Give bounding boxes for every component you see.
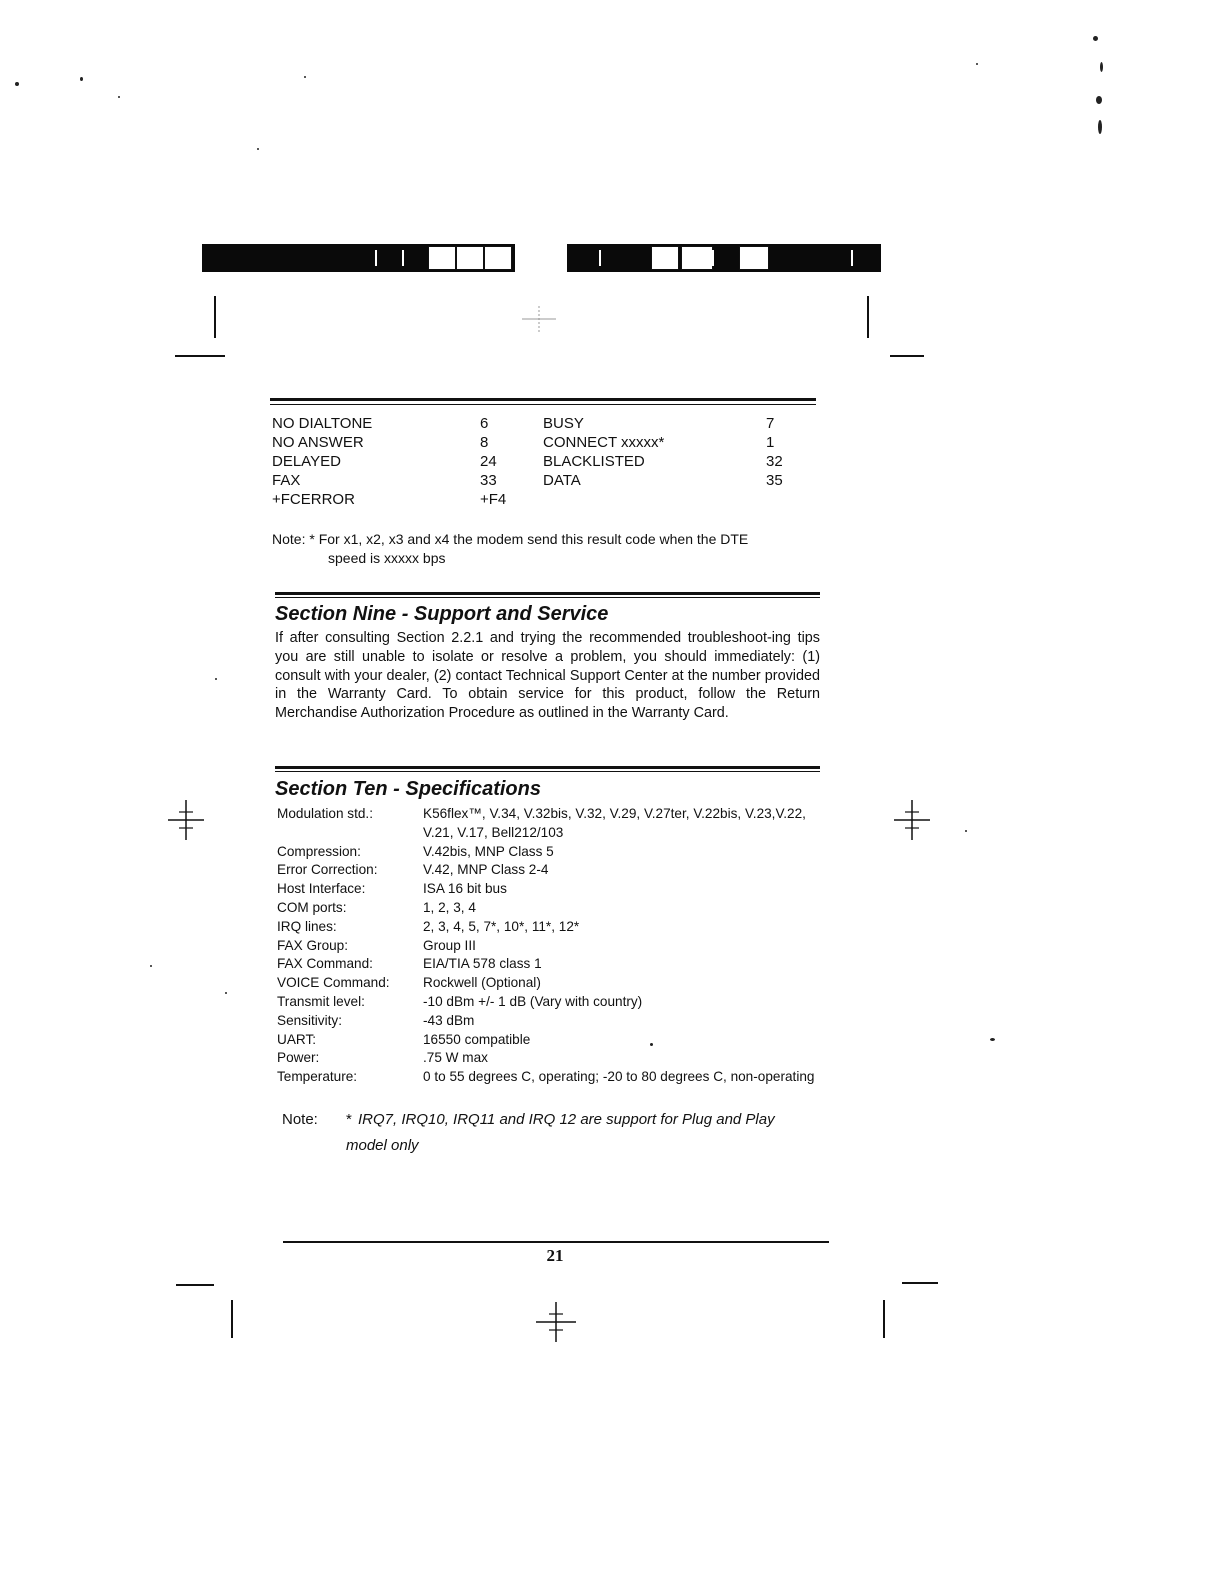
note-line: IRQ7, IRQ10, IRQ11 and IRQ 12 are support for Plug and Play	[358, 1111, 775, 1128]
bar-tick	[712, 250, 714, 266]
crop-mark	[902, 1282, 938, 1284]
scan-speck	[1100, 62, 1103, 72]
result-number: 33	[480, 472, 497, 489]
result-code: CONNECT xxxxx*	[543, 434, 665, 451]
bar-tick	[402, 250, 404, 266]
scan-speck	[215, 678, 217, 680]
registration-mark-bottom	[536, 1302, 576, 1342]
crop-mark	[176, 1284, 214, 1286]
section-rule-thin	[275, 597, 820, 598]
table-top-rule-thin	[270, 404, 816, 405]
spec-value: V.42bis, MNP Class 5	[423, 843, 554, 859]
specifications-list	[277, 805, 837, 1087]
spec-value: 2, 3, 4, 5, 7*, 10*, 11*, 12*	[423, 918, 580, 934]
spec-label: UART:	[277, 1031, 317, 1047]
section-rule	[275, 766, 820, 769]
spec-row	[277, 955, 837, 974]
result-number: 6	[480, 415, 489, 432]
spec-label: COM ports:	[277, 899, 347, 915]
spec-value: V.42, MNP Class 2-4	[423, 862, 549, 878]
spec-value: -43 dBm	[423, 1012, 475, 1028]
result-code: BLACKLISTED	[543, 453, 645, 470]
section-nine-body: If after consulting Section 2.2.1 and trying the recommended troubleshoot-ing tips you are still unable to isolate or resolve a problem, you should immediately: (1) consult with your dealer, (2) contact Technical Support Center at the number provided in the Warranty Card. To obtain service for this product, follow the Return Merchandise Authorization Procedure as outlined in the Warranty Card.	[275, 630, 820, 722]
result-code: DATA	[543, 472, 581, 489]
spec-row	[277, 1012, 837, 1031]
spec-value: 16550 compatible	[423, 1031, 531, 1047]
spec-label: Compression:	[277, 843, 361, 859]
spec-label: FAX Group:	[277, 937, 349, 953]
spec-label: Modulation std.:	[277, 806, 373, 821]
scan-speck	[1096, 96, 1102, 104]
bar-cell	[681, 246, 713, 270]
page-number: 21	[546, 1246, 564, 1265]
spec-label: IRQ lines:	[277, 918, 337, 934]
spec-row	[277, 861, 837, 880]
note-label: Note:	[282, 1111, 318, 1128]
spec-value: ISA 16 bit bus	[423, 881, 507, 897]
section-rule	[275, 592, 820, 595]
specifications-note	[282, 1107, 842, 1159]
result-code-note	[272, 530, 832, 568]
crop-mark	[883, 1300, 885, 1338]
note-asterisk: *	[346, 1111, 352, 1128]
registration-mark-right	[894, 800, 930, 840]
registration-mark-left	[168, 800, 204, 840]
spec-row	[277, 937, 837, 956]
result-code: BUSY	[543, 415, 584, 432]
spec-value: 1, 2, 3, 4	[423, 899, 476, 915]
scan-speck	[150, 965, 152, 967]
scan-speck	[304, 76, 306, 78]
result-number: 8	[480, 434, 489, 451]
spec-label: FAX Command:	[277, 956, 373, 972]
result-code: FAX	[272, 472, 301, 489]
section-ten-title: Section Ten - Specifications	[275, 778, 541, 800]
spec-value: EIA/TIA 578 class 1	[423, 956, 542, 972]
spec-row	[277, 918, 837, 937]
scan-speck	[118, 96, 120, 98]
bar-cell	[428, 246, 456, 270]
spec-value: -10 dBm +/- 1 dB (Vary with country)	[423, 993, 643, 1009]
crop-mark	[890, 355, 924, 357]
bar-cell	[456, 246, 484, 270]
bar-cell	[484, 246, 512, 270]
bar-tick	[375, 250, 377, 266]
note-line: model only	[346, 1137, 419, 1154]
result-code: DELAYED	[272, 453, 341, 470]
crop-mark	[867, 296, 869, 338]
crop-mark	[231, 1300, 233, 1338]
result-code: NO DIALTONE	[272, 415, 373, 432]
result-code: +FCERROR	[272, 491, 355, 508]
note-line: speed is xxxxx bps	[328, 550, 446, 566]
spec-value: K56flex™, V.34, V.32bis, V.32, V.29, V.27ter, V.22bis, V.23,V.22, V.21, V.17, Bell212/103	[423, 806, 806, 840]
spec-value: 0 to 55 degrees C, operating; -20 to 80 degrees C, non-operating	[423, 1069, 815, 1085]
spec-row	[277, 993, 837, 1012]
spec-label: Power:	[277, 1050, 320, 1066]
table-top-rule	[270, 398, 816, 401]
print-color-bar-right	[567, 244, 881, 272]
spec-label: Sensitivity:	[277, 1012, 342, 1028]
bar-tick	[599, 250, 601, 266]
scan-speck	[1093, 36, 1098, 41]
bar-cell	[739, 246, 769, 270]
registration-mark-top	[522, 306, 556, 332]
section-nine-title: Section Nine - Support and Service	[275, 603, 609, 625]
crop-mark	[214, 296, 216, 338]
scan-speck	[257, 148, 259, 150]
spec-row	[277, 1068, 837, 1087]
result-number: 24	[480, 453, 497, 470]
note-line: Note: * For x1, x2, x3 and x4 the modem send this result code when the DTE	[272, 531, 749, 547]
scan-speck	[965, 830, 967, 832]
scan-speck	[1098, 120, 1102, 134]
spec-row	[277, 974, 837, 993]
spec-label: Host Interface:	[277, 881, 366, 897]
result-number: +F4	[480, 491, 507, 508]
result-number: 35	[766, 472, 783, 489]
scan-speck	[990, 1038, 995, 1041]
scan-speck	[225, 992, 227, 994]
scan-speck	[976, 63, 978, 65]
bar-cell	[651, 246, 679, 270]
spec-row	[277, 805, 837, 843]
scan-speck	[15, 82, 19, 86]
spec-label: Error Correction:	[277, 862, 378, 878]
footer-rule	[283, 1241, 829, 1243]
print-color-bar-left	[202, 244, 515, 272]
spec-label: VOICE Command:	[277, 975, 390, 991]
result-code: NO ANSWER	[272, 434, 364, 451]
spec-label: Transmit level:	[277, 993, 365, 1009]
spec-row	[277, 899, 837, 918]
result-number: 1	[766, 434, 775, 451]
result-number: 32	[766, 453, 783, 470]
spec-value: .75 W max	[423, 1050, 488, 1066]
spec-row	[277, 880, 837, 899]
bar-tick	[851, 250, 853, 266]
crop-mark	[175, 355, 225, 357]
spec-row	[277, 1031, 837, 1050]
spec-value: Rockwell (Optional)	[423, 975, 541, 991]
spec-label: Temperature:	[277, 1069, 358, 1085]
spec-row	[277, 1049, 837, 1068]
spec-row	[277, 843, 837, 862]
spec-value: Group III	[423, 937, 476, 953]
scan-speck	[80, 77, 83, 81]
section-rule-thin	[275, 771, 820, 772]
result-number: 7	[766, 415, 775, 432]
